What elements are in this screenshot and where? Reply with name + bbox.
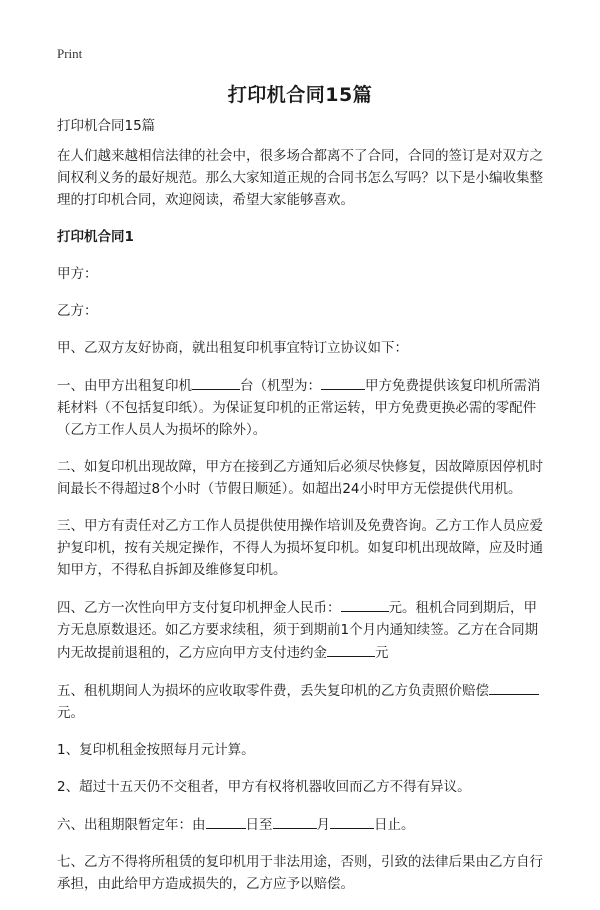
item-2: 2、超过十五天仍不交租者，甲方有权将机器收回而乙方不得有异议。 [57,779,471,795]
blank-line [489,679,539,695]
agreement-intro: 甲、乙双方友好协商，就出租复印机事宜特订立协议如下： [57,340,408,356]
clause-2: 二、如复印机出现故障，甲方在接到乙方通知后必须尽快修复，因故障原因停机时间最长不得超过8个小时（节假日顺延）。如超出24小时甲方无偿提供代用机。 [57,459,543,497]
document-title: 打印机合同15篇 [227,84,373,106]
clause-4 [57,596,547,664]
blank-line [273,813,317,829]
clause-4-text-c: 元 [375,645,389,661]
clause-4-text-a: 四、乙方一次性向甲方支付复印机押金人民币： [57,600,341,616]
party-a-line: 甲方： [57,266,98,282]
clause-6 [57,813,547,836]
section-heading: 打印机合同1 [57,229,134,245]
clause-6-text-b: 日至 [245,817,273,833]
blank-line [327,641,375,657]
intro-paragraph: 在人们越来越相信法律的社会中，很多场合都离不了合同，合同的签订是对双方之间权利义务的最好规范。那么大家知道正规的合同书怎么写吗？以下是小编收集整理的打印机合同，欢迎阅读，希望大家能够喜欢。 [57,148,543,208]
clause-6-text-d: 日止。 [374,817,415,833]
clause-7: 七、乙方不得将所租赁的复印机用于非法用途，否则，引致的法律后果由乙方自行承担，由此给甲方造成损失的，乙方应予以赔偿。 [57,854,543,892]
clause-1 [57,374,547,441]
clause-1-text-a: 一、由甲方出租复印机 [57,378,192,394]
clause-3: 三、甲方有责任对乙方工作人员提供使用操作培训及免费咨询。乙方工作人员应爱护复印机，按有关规定操作，不得人为损坏复印机。如复印机出现故障，应及时通知甲方，不得私自拆卸及维修复印机。 [57,518,543,578]
item-1: 1、复印机租金按照每月元计算。 [57,742,255,758]
blank-line [192,374,240,390]
clause-5 [57,679,547,724]
document-body [57,115,547,910]
blank-line [321,374,365,390]
print-label: Print [57,46,83,61]
document-subtitle: 打印机合同15篇 [57,118,156,134]
clause-6-text-c: 月 [316,817,330,833]
blank-line [341,596,389,612]
clause-5-text-b: 元。 [57,705,84,721]
clause-5-text-a: 五、租机期间人为损坏的应收取零件费，丢失复印机的乙方负责照价赔偿 [57,683,489,699]
clause-1-text-c: 甲方免费提供该复印机所需消耗材料（不包括复印纸）。为保证复印机的正常运转，甲方免费更换必需的零配件（乙方工作人员人为损坏的除外）。 [57,378,541,438]
clause-1-text-b: 台（机型为： [240,378,321,394]
blank-line [330,813,374,829]
party-b-line: 乙方： [57,303,98,319]
clause-6-text-a: 六、出租期限暂定年：由 [57,817,206,833]
blank-line [206,813,246,829]
clause-4-text-b: 元。租机合同到期后，甲方无息原数退还。如乙方要求续租，须于到期前1个月内通知续签。乙方在合同期内无故提前退租的，乙方应向甲方支付违约金 [57,600,539,661]
